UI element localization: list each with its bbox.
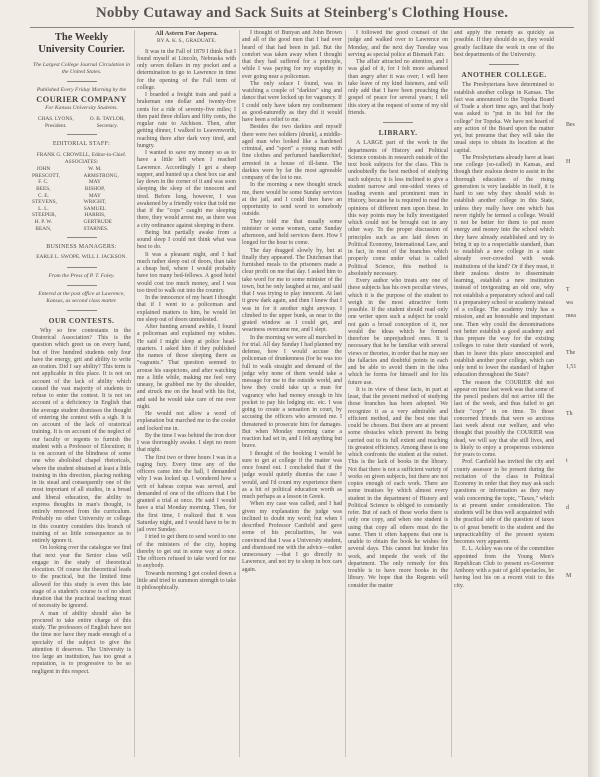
astern-byline: BY A. K. S., GRADUATE. <box>157 38 216 45</box>
staff-name: MAY BISHOP, <box>84 179 105 192</box>
column-rule <box>345 30 346 757</box>
staff-name: SAMUEL HARRIS, <box>83 205 106 219</box>
article-paragraph: On looking over the catalogue we find that next year the Senior class will engage in the study of theoretical elocution. Of course the theoretical leads to the practical, but the limited time allowed for this study is even this late stage of a student's course is of no short duration that the practical teaching must of necessity be ignored. <box>32 545 131 610</box>
page-banner: Nobby Cutaway and Sack Suits at Steinberg's Clothing House. <box>95 5 509 21</box>
article-paragraph: I thought of the booking I would be sure to get at college if the matter was once found out. I concluded that if the judge would quietly dismiss the case I would, and I'd count my experience there as a bit of political education worth as much perhaps as a lesson in Greek. <box>242 450 342 500</box>
staff-list <box>32 166 131 232</box>
page-edge-shadow <box>588 0 600 777</box>
astern-title: All Astern For Aspera. <box>155 30 218 37</box>
edge-fragment: mea <box>566 313 576 319</box>
divider <box>67 134 97 135</box>
article-paragraph: It was a pleasant night, and I had much rather sleep out of doors, than take a cheap bed, where I would probably have too many bed-fellows. A good hotel would cost too much money, and I was too tired to walk out into the country. <box>137 251 236 294</box>
article-paragraph: It was in the Fall of 1879 I think that I found myself at Lincoln, Nebraska with only seven dollars in my pocket and a determination to go to Lawrence in time for the opening of the Fall term of college. <box>137 48 236 91</box>
divider <box>67 285 97 286</box>
article-paragraph: I thought of Bunyan and John Brown and all of the good men that I had ever heard of that had been in jail. But the comfort was taken away when I thought that they had suffered for a principle, while I was paying for my stupidity in ever going near a policeman. <box>242 30 342 80</box>
staff-name: MAY WRIGHT, <box>83 192 107 206</box>
divider <box>489 64 519 65</box>
banner-rule <box>30 27 574 28</box>
edge-fragment: H <box>566 159 571 166</box>
article-paragraph: Why so few contestants in the Oratorical Association? This is the question which greet us on every hand, but of five hundred students only four have the energy, grit and ability to write an oration. Did I say ability? This term is not applicable in this place. It is not on account of the lack of ability which caused the vast majority of students to refuse to enter the contest. It is not on account of a deficiency in English that the average student dismisses the thought of entering the contest with a sigh. It is on account of the lack of oratorical training. It is on account of the neglect of our faculty or regents to furnish the student with a Professor of Elocution; it is on account of the blindness of some one who abolished chapel rhetoricals, where the student obtained at least a little training in this direction, placing nothing in its stead and consequently one of the most important of all studies, in a broad and liberal education, the ability to express thoughts in man's thought, is entirely removed from the curriculum. Probably no other University or college in this country considers this branch of training of so little consequence as to entirely ignore it. <box>32 327 131 545</box>
edge-fragment: wa <box>566 299 573 306</box>
column-astern-continued <box>242 30 342 750</box>
article-paragraph: When my case was called, and I had given my explanation the judge was inclined to doubt my word; but when I described Professor Canfield and gave some of his peculiarities, he was convinced that I was a University student, and dismissed me with the advice—rather unnecessary —that I go directly to Lawrence, and not try to sleep in box cars again. <box>242 501 342 573</box>
library-heading: LIBRARY. <box>378 128 418 137</box>
edge-fragment: Th <box>566 410 573 417</box>
edge-fragment: T <box>566 286 570 293</box>
column-library <box>348 30 448 750</box>
article-paragraph: The affair attracted no attention, and I was glad of it, for I felt more ashamed than angry after it was over; I will here take leave of my kind listeners, and will only add that I have been preaching the gospel of peace for several years; I tell this story at the request of some of my old friends. <box>348 59 448 116</box>
article-paragraph: They told me that usually some minister or some women, came Sunday afternoon, and held services there. How I longed for the hour to come. <box>242 218 342 247</box>
edge-fragment: d <box>566 505 569 512</box>
article-paragraph: In the morning we were all marched in for trial. All day Sunday I had planned my defense, how I would accuse the policeman of drunkenness (for he was too full to walk straight and demand of the judge why none of them would take a message for me to the outside world, and how they could take up a man for vagrancy who had money enough in his pocket to pay his lodging etc. etc. I was going to create a sensation in court, by accusing the officers who arrested me. I threatened to prosecute him for damages. But when Monday morning came a reaction had set in, and I felt anything but brave. <box>242 334 342 450</box>
article-paragraph: E. L. Ackley was one of the committee appointed from the Young Men's Republican Club to present ex-Governor Anthony with a pair of gold spectacles, he having lost his on a recent visit to this city. <box>454 546 554 589</box>
editor-in-chief: FRANK G. CROWELL, Editor-in-Chief. <box>36 151 127 158</box>
article-paragraph: He would not allow a word of explanation but marched me to the cooler and locked me in. <box>137 411 236 432</box>
article-paragraph: I boarded a freight train and paid a brakeman one dollar and twenty-five cents for a ride of seventy-five miles; I then paid three dollars and fifty cents, the regular rate to Atchison. Then, after getting dinner, I walked to Leavenworth, reaching there after dark very tired, and hungry. <box>137 92 236 149</box>
divider <box>67 267 97 268</box>
staff-name: C. E. STEVENS, <box>32 192 58 206</box>
article-paragraph: The Presbyterians have determined to establish another college in Kansas. The fact was announced to the Topeka Board of Trade a short time ago, and that body was asked to "put in its bid for the college" for Topeka. We have not heard of any action of the Board upon the matter yet, but presume that they will take the usual steps to obtain its location at the capital. <box>454 82 554 154</box>
article-paragraph: In the morning a new thought struck me, there would be some Sunday services at the jail, and I could then have an opportunity to send word to somebody outside. <box>242 182 342 218</box>
entered-line: Entered at the post office at Lawrence, Kansas, as second class matter. <box>38 290 125 304</box>
article-paragraph: The only solace I found, was in watching a couple of "darkies" sing and dance that were locked up for vagrancy. If I could only have taken my confinement as good-naturedly as they did it would have been a relief to me. <box>242 80 342 123</box>
article-paragraph: By the time I was behind the iron door I was thoroughly awake. I slept no more that night. <box>137 432 236 454</box>
article-paragraph: and apply the remedy as quickly as possible. If they should do so, they would greatly facilitate the work in one of the best departments of the University. <box>454 30 554 58</box>
contests-heading: OUR CONTESTS. <box>48 315 115 325</box>
article-paragraph: A man of ability should also be procured to take entire charge of this study. The professors of English have not the time nor have they made enough of a specialty of the subject to give the attention it deserves. The University is too large an institution, has too great a reputation, is to progressive to be so negligent in this respect. <box>32 610 131 675</box>
divider <box>67 81 97 82</box>
associates-label: ASSOCIATES: <box>64 158 99 165</box>
article-paragraph: Besides the two darkies and myself there were two soldiers (drunk), a middle-aged man who looked like a hardened criminal, and "sport" a young man with fine clothes and perfumed handkerchief, arrested in a house of ill-fame. The darkies were by far the most agreeable company of the lot to me. <box>242 124 342 181</box>
divider <box>67 310 97 311</box>
article-paragraph: Prof. Canfield has invited the city and county assessor to be present during the recitation of the class in Political Economy in order that they may ask such questions or information as they may wish concerning the topic, "Taxes," which is at present under consideration. The students will be thus well acquainted with the practical side of the question of taxes is of great benefit to the student and the unpracticability of the present system becomes very apparent. <box>454 459 554 545</box>
masthead-published: Published Every Friday Morning by the <box>36 87 127 93</box>
masthead-for: For Kansas University Students. <box>45 105 118 112</box>
staff-name: GERTRUDE STARNES. <box>83 218 112 232</box>
article-paragraph: A LARGE part of the work in the departments of History and Political Science consists in research outside of the text book subjects for the class. This is undoubtedly the best method of studying such subjects; it is less inclined to give a student narrow and one-sided views of leading events and prominent men in History, because he is required to read the opinions of different men upon these. In this way points may be fully investigated which could not be brought out in any other way. To the proper discussion of principles such as are laid down in Political Economy, International Law, and in fact, in most of the branches which properly come under what is called Political Science, this method is absolutely necessary. <box>348 140 448 277</box>
article-paragraph: The Presbyterians already have at least one college (so-called) in Kansas, and though their zealous desire to assist in the thorough education of the rising generation is very laudable in itself, it is hard to see why they should wish to establish another college in this State, unless they really have one which has never rightly be termed a college. Would it not be better for them to put more energy and money into the school which they have already established and try to bring it up to a respectable standard, than to establish a new college in a state already over-crowded with weak institutions of the kind? Or if they must, it their zealous desire to disseminate learning, establish a new institution instead of invigorating an old one, why not establish a preparatory school and call it a preparatory school or academy instead of a college. The academy truly has a mission, and an honorable and important one. Then why could the denominations not better establish a good academy and thus prepare the way for the existing colleges to raise their standard of work, than to leave this place unoccupied and establish another poor college, which can only tend to lower the standard of higher education throughout the State? <box>454 154 554 379</box>
editorial-heading: EDITORIAL STAFF: <box>52 141 111 148</box>
article-paragraph: I tried to get them to send word to one of the ministers of the city, hoping thereby to get out in some way at once. The officers refused to take word for me to anybody. <box>137 534 236 570</box>
divider <box>383 122 413 123</box>
article-paragraph: The reason the COURIER did not appear on time last week was that some of the pencil pushers did not arrive till the last of the week, and thus failed to get their "copy" in on time. To those concerned friends that were so anxious last week about our welfare, and who thought that possibly the COURIER was dead, we will say that she still lives, and is likely to enjoy a prosperous existence for years to come. <box>454 379 554 458</box>
article-paragraph: In the innocence of my heart I thought that if I went to a policeman and explained matters to him, he would let me sleep out of doors unmolested. <box>137 295 236 323</box>
officer-president: CHAS. LYONS, President. <box>37 116 74 129</box>
article-paragraph: The first two or three hours I was in a raging fury. Every time any of the officers came into the hall, I demanded why I was locked up. I wondered how a writ of habeas corpus was served, and demanded of one of the officers that I be granted a trial at once. He said I would have a trial Monday morning. Then, for the first time, I realized that it was Saturday night, and I would have to be in jail over Sunday. <box>137 454 236 533</box>
column-rule <box>134 30 135 757</box>
edge-fragment: 1,51 <box>566 363 577 370</box>
column-edge-fragment <box>566 30 586 750</box>
staff-name: JOHN PRESCOTT, <box>32 166 60 179</box>
article-paragraph: I wanted to save my money so as to have a little left when I reached Lawrence. Accordingly I got a sheep supper, and hunted up a chest box car and lay down in the corner of it and was soon sleeping the sleep of the innocent and tired. Before long, however, I was awakened by a friendly voice that told me that if the "cops" caught me sleeping there, they would arrest me, as there was a city ordinance against sleeping in there. <box>137 150 236 229</box>
article-paragraph: After hunting around awhile, I found a policeman and explained my wishes. He said I might sleep at police head-quarters. I asked him if they published the names of those sleeping there as "vagrants." That question seemed to arouse his suspicions, and after watching me a little while, making me feel very uneasy, he grabbed me by the shoulder, and struck me on the head with his fist, and said he would take care of me over night. <box>137 324 236 410</box>
masthead-subtitle: The Largest College Journal Circulation in the United States. <box>32 62 130 75</box>
edge-fragment: The <box>566 350 576 357</box>
column-college <box>454 30 554 750</box>
article-paragraph: Every author who treats any one of these subjects has his own peculiar views, which it is the purpose of the student to weigh in the most attractive form possible. If the student should read only one writer upon such a subject he could not gain a broad conception of it, nor would the ideas which he formed therefore be unprejudiced ones. It is necessary that he be familiar with several views or theories, in order that he may see the fallacies and doubtful points in each and be able to avoid them in the idea which he forms for himself and for his future use. <box>348 278 448 386</box>
article-paragraph: Towards morning I got cooled down a little and tried to summon strength to take it philosophically. <box>137 570 236 591</box>
edge-fragment: Bes <box>566 122 575 128</box>
edge-fragment: M <box>566 572 572 579</box>
staff-name: H. P. W. BEAN, <box>34 218 53 232</box>
divider <box>67 237 97 238</box>
officers <box>32 116 131 129</box>
business-heading: BUSINESS MANAGERS: <box>46 244 117 251</box>
officer-secretary: O. B. TAYLOR, Secretary. <box>89 116 125 129</box>
press-line: From the Press of P. T. Foley. <box>48 272 115 279</box>
staff-right <box>83 166 131 232</box>
article-paragraph: I followed the good counsel of the judge and walked over to Lawrence on Monday, and the next day Tuesday was serving as special police at Bismark Fair. <box>348 30 448 58</box>
column-astern <box>137 30 236 750</box>
college-heading: ANOTHER COLLEGE. <box>461 70 547 79</box>
staff-name: F. C. BEES, <box>36 179 51 192</box>
article-paragraph: Being but partially awake from a sound sleep I could not think what was best to do. <box>137 229 236 251</box>
article-paragraph: It is in view of these facts, in part at least, that the present method of studying those branches has been adopted. We recognize it as a very admirable and efficient method, and the best one that could be chosen. But there are at present some obstacles which prevent its being carried out to its full extent and reaching its greatest efficiency. Among these is one which confronts the student at the outset. This is the lack of books in the library. Not that there is not a sufficient variety of works on given subjects, but there are not copies enough of each work. There are some treatises by which almost every student in the department of History and Political Science is obliged to constantly refer. But of each of these works there is only one copy, and when one student is using that copy all others must do the same. Then it often happens that one is unable to obtain the book he wishes for several days. This cannot but hinder his work, and impede the work of the department. The only remedy for this trouble is to have more books in the library. We hope that the Regents will consider the matter <box>348 386 448 589</box>
staff-left <box>32 166 80 232</box>
staff-name: W. M. ARMSTRONG, <box>83 166 119 179</box>
column-masthead <box>32 30 131 750</box>
column-rule <box>239 30 240 757</box>
business-managers: EARLE L. SWOPE. WILL J. JACKSON. <box>36 254 127 261</box>
column-rule <box>451 30 452 757</box>
staff-name: L. L. STEEPER, <box>32 205 57 219</box>
article-paragraph: The day dragged slowly by, but at finally they appeared. The Dutchman that furnished meals to the prisoners made a clear profit on me that day. I asked him to take word for me to some minister of the town, but he only laughed at me, and said that I was trying to play innocent. At last it grew dark again, and then I knew that I was in for it another night anyway. I climbed to the upper bunk, as near to the grated window as I could get, and weariness overcame me, and I slept. <box>242 247 342 334</box>
edge-fragment: t <box>566 458 568 464</box>
masthead-title: The Weekly University Courier. <box>38 32 125 55</box>
masthead-company: COURIER COMPANY <box>36 94 127 104</box>
